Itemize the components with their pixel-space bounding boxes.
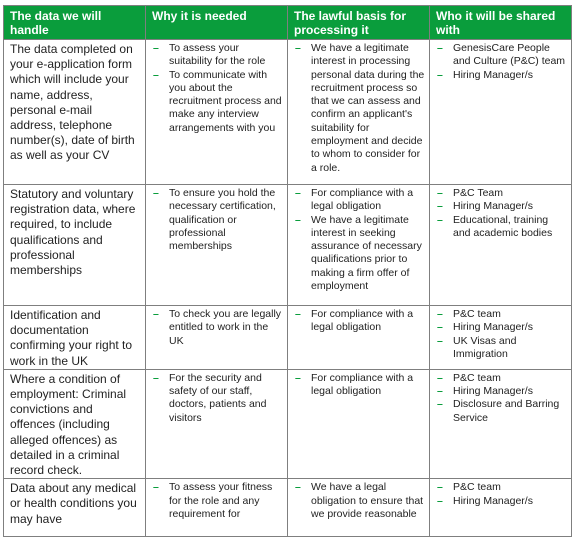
- list-item: – Hiring Manager/s: [437, 68, 533, 81]
- list-item: – For the security and safety of our staff, doctors, patients and visitors: [153, 371, 267, 424]
- table-row: [4, 306, 572, 370]
- dash-bullet-icon: –: [153, 308, 159, 320]
- list-item: – To ensure you hold the necessary certification, qualification or professional memberships: [153, 187, 276, 253]
- dash-bullet-icon: –: [437, 398, 443, 411]
- data-cell: Statutory and voluntary registration data, where required, to include qualifications and professional memberships: [4, 185, 146, 306]
- list-item: – UK Visas and Immigration: [437, 334, 517, 360]
- list-item: – For compliance with a legal obligation: [295, 371, 414, 398]
- basis-cell: [288, 479, 430, 537]
- list-item: – P&C team: [437, 371, 501, 384]
- why-cell: [146, 306, 288, 370]
- dash-bullet-icon: –: [437, 213, 443, 226]
- dash-bullet-icon: –: [437, 308, 443, 320]
- table-row: [4, 369, 572, 478]
- header-data: The data we will handle: [4, 6, 146, 40]
- why-cell: [146, 479, 288, 537]
- dash-bullet-icon: –: [437, 371, 443, 384]
- list-item: – To assess your suitability for the role: [153, 42, 266, 68]
- shared-cell: [430, 40, 572, 185]
- data-cell: The data completed on your e-application form which will include your name, address, personal e-mail address, telephone number(s), date of birth as well as your CV: [4, 40, 146, 185]
- list-item: – Disclosure and Barring Service: [437, 398, 560, 424]
- list-item: – Educational, training and academic bodies: [437, 213, 553, 239]
- dash-bullet-icon: –: [295, 308, 301, 320]
- dash-bullet-icon: –: [153, 187, 159, 199]
- data-cell: Data about any medical or health conditions you may have: [4, 479, 146, 537]
- data-cell: Identification and documentation confirming your right to work in the UK: [4, 306, 146, 370]
- dash-bullet-icon: –: [437, 481, 443, 494]
- header-why: Why it is needed: [146, 6, 288, 40]
- shared-cell: [430, 306, 572, 370]
- dash-bullet-icon: –: [295, 187, 301, 199]
- list-item: – To assess your fitness for the role and any requirement for: [153, 481, 273, 520]
- list-item: – Hiring Manager/s: [437, 200, 533, 213]
- table-body: [4, 40, 572, 537]
- table-header: [4, 6, 572, 40]
- basis-cell: [288, 40, 430, 185]
- basis-cell: [288, 185, 430, 306]
- dash-bullet-icon: –: [437, 187, 443, 199]
- list-item: – P&C team: [437, 481, 501, 494]
- header-shared: Who it will be shared with: [430, 6, 572, 40]
- list-item: – We have a legal obligation to ensure that we provide reasonable: [295, 481, 424, 520]
- list-item: – Hiring Manager/s: [437, 494, 533, 507]
- list-item: – Hiring Manager/s: [437, 321, 533, 334]
- dash-bullet-icon: –: [437, 321, 443, 334]
- dash-bullet-icon: –: [295, 213, 301, 226]
- shared-cell: [430, 369, 572, 478]
- dash-bullet-icon: –: [437, 385, 443, 398]
- data-cell: Where a condition of employment: Criminal convictions and offences (including alleged offences) as detailed in a criminal record check.: [4, 369, 146, 478]
- table-row: [4, 479, 572, 537]
- why-cell: [146, 185, 288, 306]
- table-row: [4, 185, 572, 306]
- list-item: – GenesisCare People and Culture (P&C) team: [437, 42, 566, 68]
- list-item: – Hiring Manager/s: [437, 385, 533, 398]
- dash-bullet-icon: –: [437, 42, 443, 54]
- dash-bullet-icon: –: [295, 481, 301, 494]
- dash-bullet-icon: –: [153, 481, 159, 494]
- basis-cell: [288, 369, 430, 478]
- shared-cell: [430, 185, 572, 306]
- header-row: [4, 6, 572, 40]
- list-item: – To check you are legally entitled to work in the UK: [153, 308, 282, 347]
- dash-bullet-icon: –: [437, 334, 443, 347]
- why-cell: [146, 40, 288, 185]
- list-item: – P&C Team: [437, 187, 503, 199]
- list-item: – For compliance with a legal obligation: [295, 308, 414, 334]
- list-item: – We have a legitimate interest in processing personal data during the recruitment process so that we can assess and confirm an applicant's suitability for employment and decide to whom to consider for a role.: [295, 42, 425, 174]
- list-item: – To communicate with you about the recruitment process and make any interview arrangements with you: [153, 68, 282, 134]
- dash-bullet-icon: –: [437, 68, 443, 81]
- list-item: – For compliance with a legal obligation: [295, 187, 414, 213]
- dash-bullet-icon: –: [153, 68, 159, 81]
- list-item: – P&C team: [437, 308, 501, 320]
- shared-cell: [430, 479, 572, 537]
- dash-bullet-icon: –: [295, 371, 301, 384]
- header-basis: The lawful basis for processing it: [288, 6, 430, 40]
- basis-cell: [288, 306, 430, 370]
- list-item: – We have a legitimate interest in seeking assurance of necessary qualifications prior to making a firm offer of employment: [295, 213, 422, 293]
- dash-bullet-icon: –: [437, 200, 443, 213]
- dash-bullet-icon: –: [437, 494, 443, 507]
- dash-bullet-icon: –: [295, 42, 301, 54]
- table-row: [4, 40, 572, 185]
- why-cell: [146, 369, 288, 478]
- data-handling-table: [3, 5, 572, 537]
- dash-bullet-icon: –: [153, 42, 159, 54]
- dash-bullet-icon: –: [153, 371, 159, 384]
